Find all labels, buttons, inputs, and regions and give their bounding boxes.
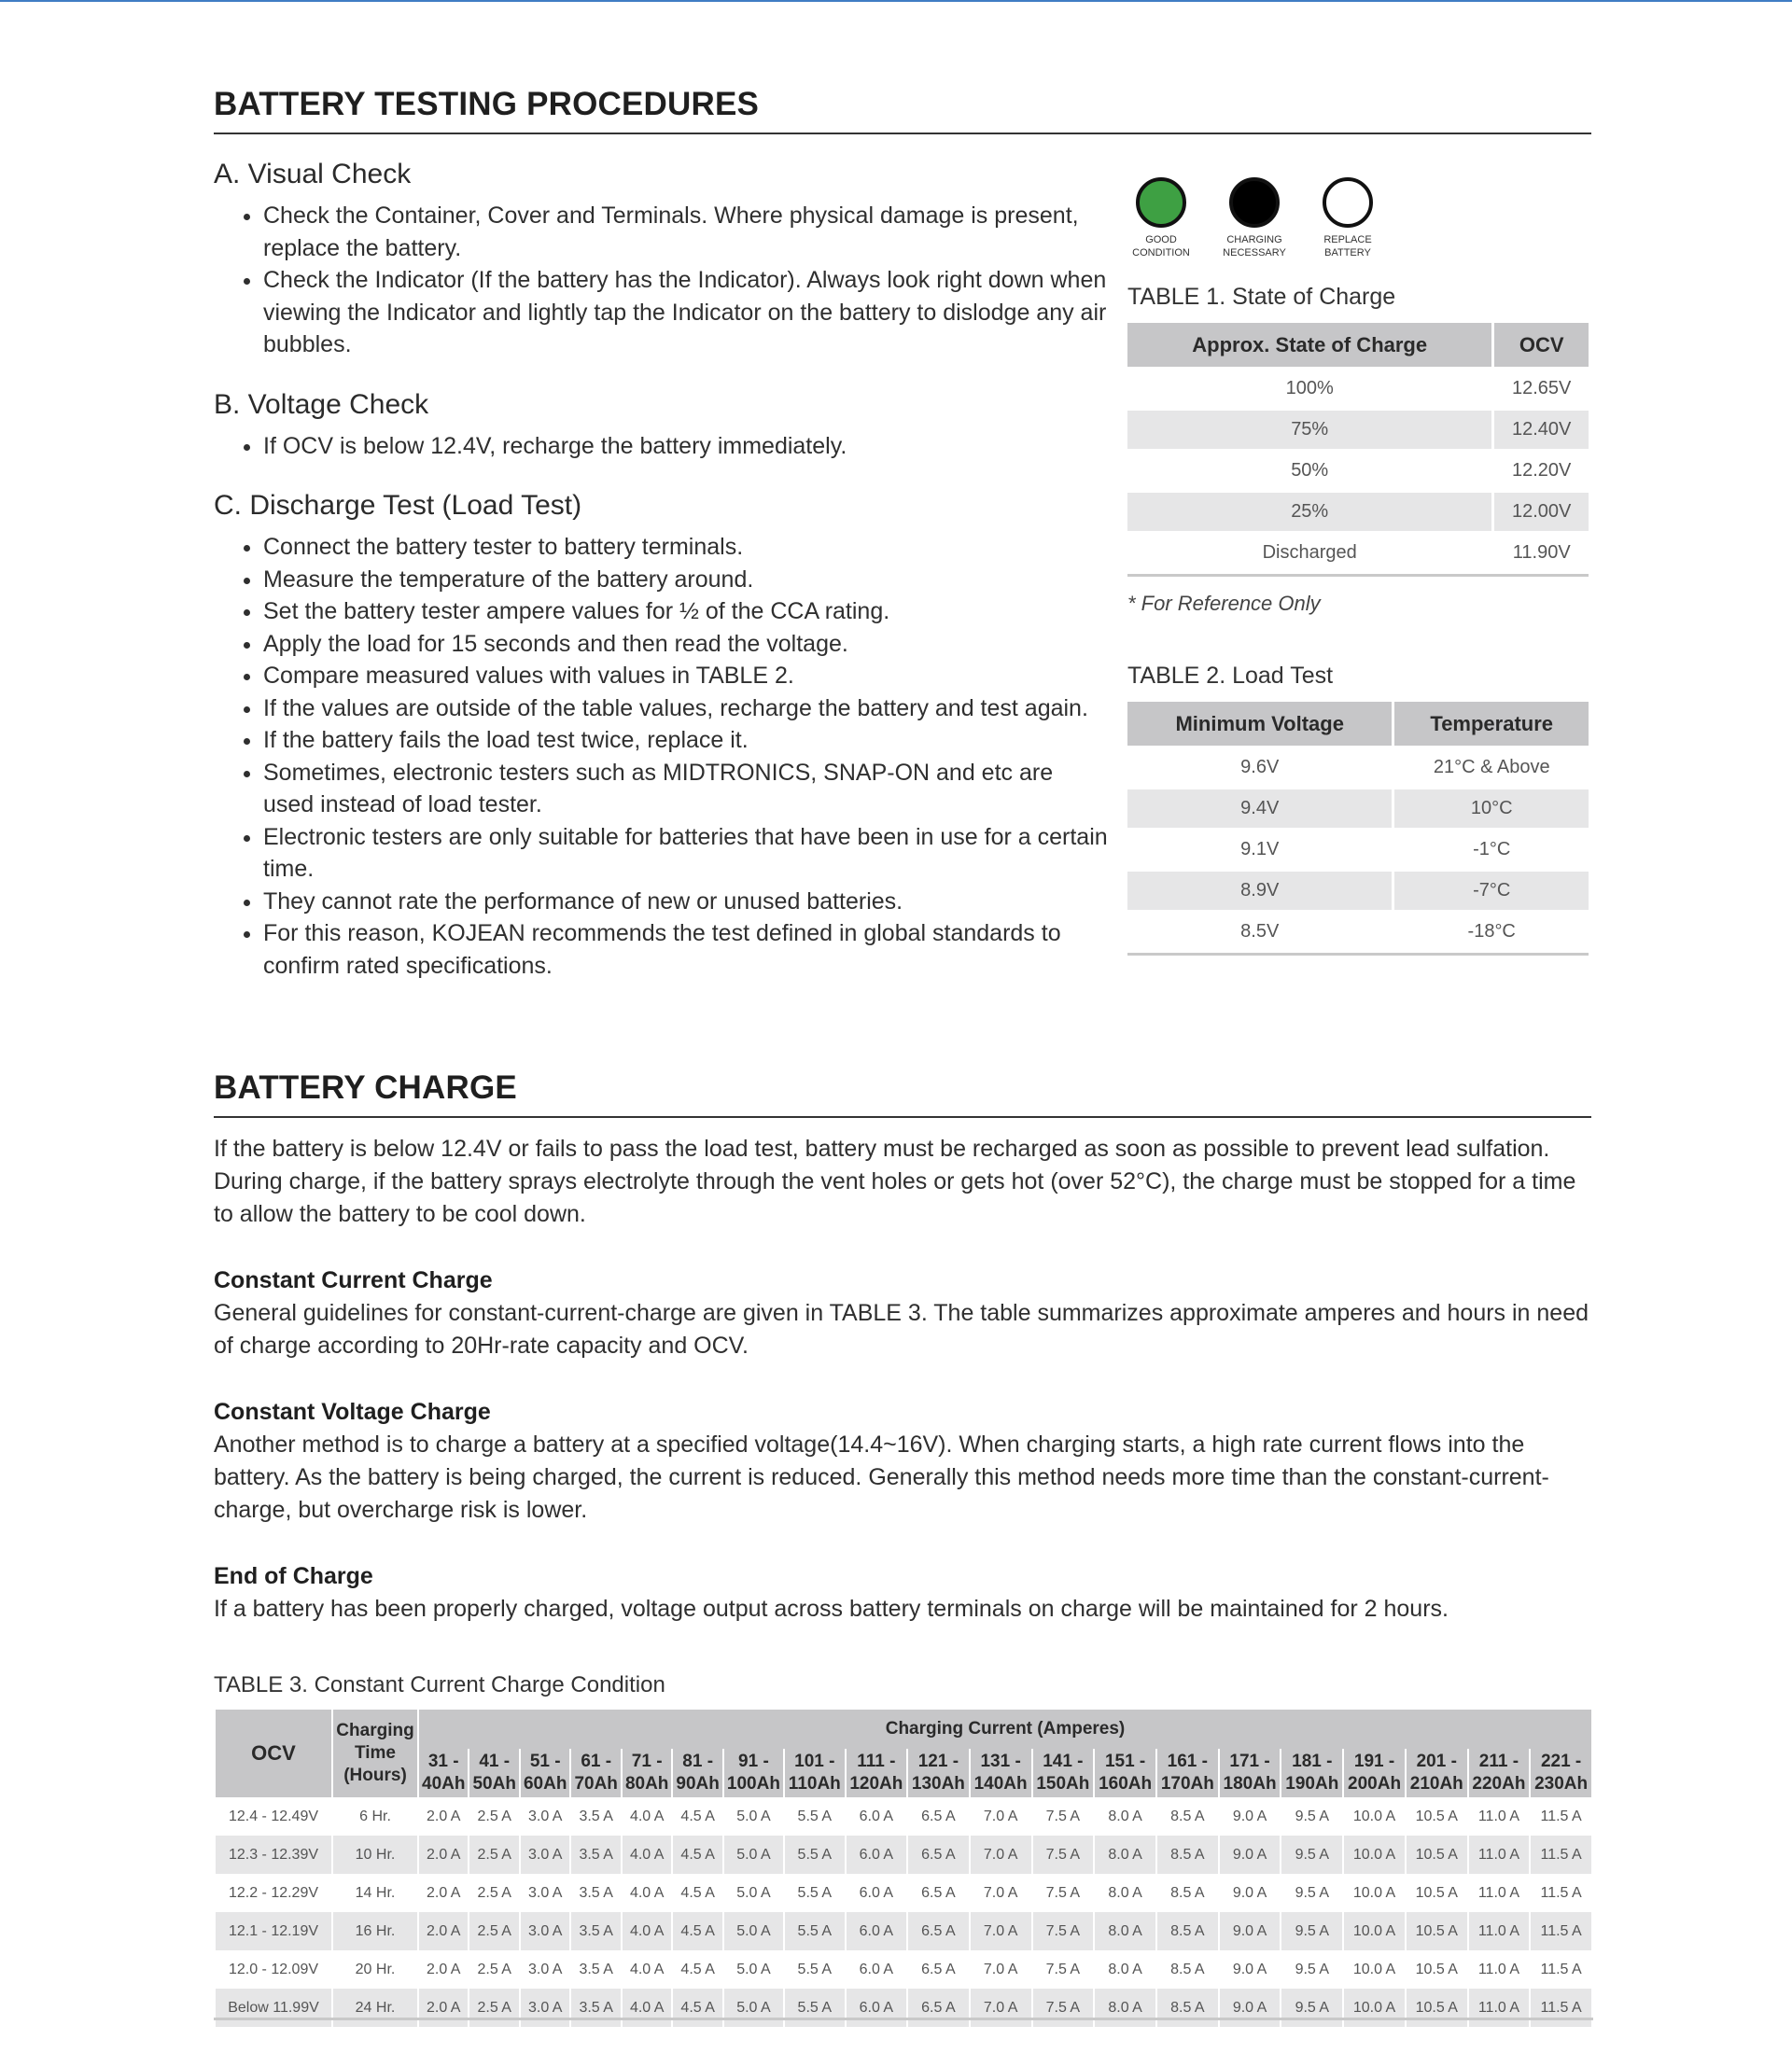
- current-cell: 4.0 A: [623, 1836, 671, 1874]
- current-cell: 5.0 A: [736, 1808, 771, 1824]
- current-cell: 8.0 A: [1095, 1989, 1155, 2027]
- table-cell: 8.5V: [1240, 921, 1280, 942]
- current-cell: 8.5 A: [1157, 1836, 1218, 1874]
- current-cell: 8.5 A: [1170, 1884, 1205, 1901]
- reference-tables: [1127, 177, 1589, 956]
- time-cell: 6 Hr.: [359, 1808, 391, 1824]
- current-cell: 6.0 A: [847, 1989, 906, 2027]
- capacity-header: 71 - 80Ah: [623, 1749, 671, 1797]
- current-cell: 10.5 A: [1415, 1808, 1458, 1824]
- table-header: Temperature: [1394, 702, 1589, 746]
- constant-voltage-heading: Constant Voltage Charge: [214, 1399, 491, 1425]
- current-cell: 5.5 A: [797, 1961, 833, 1977]
- ocv-cell: 12.0 - 12.09V: [228, 1961, 319, 1977]
- current-cell: 2.5 A: [477, 1961, 511, 1977]
- black-dot-icon: [1229, 177, 1280, 228]
- current-cell: 9.5 A: [1281, 1912, 1342, 1950]
- current-cell: 4.5 A: [673, 1912, 721, 1950]
- current-cell: 10.0 A: [1352, 1808, 1396, 1824]
- current-cell: 5.0 A: [724, 1989, 783, 2027]
- ocv-cell: 12.1 - 12.19V: [216, 1912, 331, 1950]
- current-cell: 8.0 A: [1095, 1912, 1155, 1950]
- current-cell: 8.5 A: [1157, 1912, 1218, 1950]
- current-cell: 11.5 A: [1531, 1912, 1591, 1950]
- current-cell: 2.0 A: [427, 1884, 461, 1901]
- indicator-label: REPLACE BATTERY: [1323, 234, 1372, 258]
- current-cell: 8.0 A: [1108, 1884, 1142, 1901]
- list-item: • Electronic testers are only suitable for batteries that have been in use for a certain time.: [263, 821, 1110, 886]
- current-cell: 6.0 A: [859, 1808, 894, 1824]
- current-cell: 5.0 A: [736, 1884, 771, 1901]
- current-cell: 6.5 A: [921, 1884, 956, 1901]
- current-cell: 7.5 A: [1033, 1989, 1094, 2027]
- current-cell: 6.5 A: [908, 1989, 969, 2027]
- constant-voltage-text: Another method is to charge a battery at a specified voltage(14.4~16V). When charging starts, a high rate current flows into the battery. As the battery is being charged, the current is reduced. Generally this method needs more time than the constant-current-charge, but overcharge risk is lower.: [214, 1432, 1549, 1523]
- current-cell: 4.0 A: [623, 1912, 671, 1950]
- table-row: [1127, 831, 1589, 869]
- ocv-header: OCV: [216, 1710, 331, 1797]
- section-title-charge: BATTERY CHARGE: [214, 1069, 1591, 1118]
- current-cell: 2.5 A: [469, 1989, 518, 2027]
- list-item: • Connect the battery tester to battery terminals.: [263, 531, 1110, 564]
- top-rule: [0, 0, 1792, 2]
- current-cell: 8.5 A: [1157, 1989, 1218, 2027]
- current-cell: 9.0 A: [1220, 1912, 1281, 1950]
- current-cell: 10.5 A: [1407, 1989, 1467, 2027]
- current-cell: 7.0 A: [983, 1884, 1018, 1901]
- table-header: Approx. State of Charge: [1127, 323, 1491, 367]
- current-cell: 6.0 A: [859, 1884, 894, 1901]
- current-cell: 2.0 A: [419, 1912, 468, 1950]
- capacity-header: 91 - 100Ah: [724, 1749, 783, 1797]
- current-cell: 9.0 A: [1232, 1884, 1267, 1901]
- current-cell: 4.0 A: [629, 1961, 665, 1977]
- white-dot-icon: [1323, 177, 1373, 228]
- list-item: • Compare measured values with values in TABLE 2.: [263, 660, 1110, 692]
- battery-charge-text: [214, 1133, 1595, 1659]
- time-cell: 24 Hr.: [333, 1989, 417, 2027]
- current-cell: 3.0 A: [521, 1989, 569, 2027]
- capacity-header: 51 - 60Ah: [521, 1749, 569, 1797]
- capacity-header: 141 - 150Ah: [1033, 1749, 1094, 1797]
- capacity-header: 131 - 140Ah: [971, 1749, 1031, 1797]
- reference-note: * For Reference Only: [1127, 592, 1321, 615]
- table1-caption: TABLE 1. State of Charge: [1127, 284, 1396, 310]
- current-cell: 3.5 A: [579, 1961, 613, 1977]
- current-cell: 4.0 A: [629, 1808, 665, 1824]
- table-row: [216, 1874, 1591, 1912]
- current-cell: 7.0 A: [971, 1989, 1031, 2027]
- capacity-header: 201 - 210Ah: [1407, 1749, 1467, 1797]
- indicator-label: CHARGING NECESSARY: [1223, 234, 1286, 258]
- capacity-header: 151 - 160Ah: [1095, 1749, 1155, 1797]
- table-cell: 9.4V: [1127, 789, 1392, 828]
- list-item: • If OCV is below 12.4V, recharge the battery immediately.: [263, 430, 1110, 463]
- visual-check-heading: A. Visual Check: [214, 159, 412, 189]
- current-cell: 3.5 A: [571, 1836, 620, 1874]
- current-cell: 6.0 A: [847, 1912, 906, 1950]
- charging-time-header: Charging Time (Hours): [333, 1710, 417, 1797]
- current-cell: 10.0 A: [1344, 1836, 1405, 1874]
- current-cell: 8.0 A: [1108, 1808, 1142, 1824]
- current-cell: 11.0 A: [1469, 1989, 1530, 2027]
- current-cell: 5.0 A: [724, 1836, 783, 1874]
- current-cell: 5.0 A: [724, 1912, 783, 1950]
- time-cell: 16 Hr.: [333, 1912, 417, 1950]
- current-cell: 11.0 A: [1477, 1884, 1520, 1901]
- capacity-header: 121 - 130Ah: [908, 1749, 969, 1797]
- table-row: [216, 1912, 1591, 1950]
- table-row: [216, 1797, 1591, 1836]
- table-row: [1127, 534, 1589, 572]
- time-cell: 20 Hr.: [355, 1961, 396, 1977]
- constant-current-heading: Constant Current Charge: [214, 1267, 493, 1293]
- current-cell: 3.5 A: [571, 1989, 620, 2027]
- voltage-check-heading: B. Voltage Check: [214, 388, 429, 420]
- current-cell: 2.5 A: [477, 1884, 511, 1901]
- table-cell: 100%: [1285, 378, 1334, 398]
- current-cell: 10.5 A: [1415, 1961, 1458, 1977]
- current-cell: 7.5 A: [1033, 1912, 1094, 1950]
- current-cell: 5.5 A: [797, 1884, 833, 1901]
- current-cell: 5.5 A: [785, 1989, 845, 2027]
- time-cell: 10 Hr.: [333, 1836, 417, 1874]
- end-of-charge-text: If a battery has been properly charged, voltage output across battery terminals on charge will be maintained for 2 hours.: [214, 1596, 1449, 1622]
- list-item: • For this reason, KOJEAN recommends the test defined in global standards to confirm rated specifications.: [263, 917, 1110, 982]
- current-cell: 10.5 A: [1407, 1836, 1467, 1874]
- end-of-charge-heading: End of Charge: [214, 1563, 373, 1589]
- current-cell: 2.5 A: [469, 1836, 518, 1874]
- current-cell: 10.0 A: [1344, 1912, 1405, 1950]
- current-cell: 7.0 A: [983, 1961, 1018, 1977]
- table3-caption: TABLE 3. Constant Current Charge Condition: [214, 1672, 665, 1697]
- table-cell: 75%: [1127, 411, 1491, 449]
- current-cell: 9.5 A: [1281, 1836, 1342, 1874]
- capacity-header-row: [216, 1749, 1591, 1797]
- current-cell: 10.0 A: [1352, 1884, 1396, 1901]
- capacity-header: 161 - 170Ah: [1157, 1749, 1218, 1797]
- current-cell: 9.0 A: [1232, 1808, 1267, 1824]
- ocv-cell: Below 11.99V: [216, 1989, 331, 2027]
- current-cell: 10.5 A: [1407, 1912, 1467, 1950]
- green-dot-icon: [1136, 177, 1186, 228]
- capacity-header: 101 - 110Ah: [785, 1749, 845, 1797]
- current-cell: 2.0 A: [419, 1989, 468, 2027]
- table-bottom-rule: [1127, 953, 1589, 956]
- current-cell: 3.0 A: [527, 1961, 563, 1977]
- current-cell: 7.0 A: [983, 1808, 1018, 1824]
- current-cell: 9.0 A: [1220, 1989, 1281, 2027]
- current-cell: 3.5 A: [579, 1808, 613, 1824]
- discharge-test-list: [214, 531, 1110, 982]
- current-cell: 11.0 A: [1477, 1961, 1520, 1977]
- table-cell: 9.1V: [1240, 839, 1280, 859]
- current-cell: 6.0 A: [859, 1961, 894, 1977]
- capacity-header: 171 - 180Ah: [1220, 1749, 1281, 1797]
- current-cell: 9.0 A: [1232, 1961, 1267, 1977]
- constant-current-text: General guidelines for constant-current-charge are given in TABLE 3. The table summarizes approximate amperes and hours in need of charge according to 20Hr-rate capacity and OCV.: [214, 1300, 1589, 1359]
- current-cell: 5.5 A: [785, 1836, 845, 1874]
- capacity-header: 31 - 40Ah: [419, 1749, 468, 1797]
- current-cell: 10.0 A: [1352, 1961, 1396, 1977]
- current-cell: 10.0 A: [1344, 1989, 1405, 2027]
- ocv-cell: 12.3 - 12.39V: [216, 1836, 331, 1874]
- capacity-header: 61 - 70Ah: [571, 1749, 620, 1797]
- table-cell: 50%: [1291, 460, 1329, 481]
- discharge-test-heading: C. Discharge Test (Load Test): [214, 490, 582, 521]
- testing-procedures: [214, 159, 1110, 1010]
- load-test-table: [1125, 699, 1591, 954]
- table-row: [216, 1989, 1591, 2027]
- table-cell: 12.65V: [1512, 378, 1572, 398]
- current-cell: 8.5 A: [1170, 1961, 1205, 1977]
- capacity-header: 191 - 200Ah: [1344, 1749, 1405, 1797]
- table-header: Minimum Voltage: [1127, 702, 1392, 746]
- voltage-check-list: [214, 430, 1110, 463]
- current-cell: 4.5 A: [680, 1884, 715, 1901]
- current-cell: 4.5 A: [673, 1836, 721, 1874]
- current-cell: 11.5 A: [1531, 1989, 1591, 2027]
- current-cell: 8.5 A: [1170, 1808, 1205, 1824]
- state-of-charge-table: [1125, 320, 1591, 575]
- table-cell: 12.00V: [1494, 493, 1589, 531]
- list-item: • If the values are outside of the table values, recharge the battery and test again.: [263, 692, 1110, 725]
- capacity-header: 81 - 90Ah: [673, 1749, 721, 1797]
- table-row: [216, 1836, 1591, 1874]
- charge-intro: If the battery is below 12.4V or fails to pass the load test, battery must be recharged as soon as possible to prevent lead sulfation. During charge, if the battery sprays electrolyte through the vent holes or gets hot (over 52°C), the charge must be stopped for a time to allow the battery to be cool down.: [214, 1136, 1576, 1227]
- current-cell: 4.5 A: [680, 1961, 715, 1977]
- table-row: [1127, 748, 1589, 787]
- table-row: [1127, 370, 1589, 408]
- current-cell: 6.5 A: [921, 1808, 956, 1824]
- current-cell: 4.5 A: [680, 1808, 715, 1824]
- current-cell: 2.0 A: [427, 1961, 461, 1977]
- constant-current-table: [214, 1710, 1593, 2027]
- capacity-header: 221 - 230Ah: [1531, 1749, 1591, 1797]
- table-cell: 11.90V: [1512, 542, 1571, 563]
- table-cell: 12.40V: [1494, 411, 1589, 449]
- current-cell: 6.0 A: [847, 1836, 906, 1874]
- current-cell: 11.5 A: [1540, 1884, 1582, 1901]
- current-cell: 11.5 A: [1531, 1836, 1591, 1874]
- list-item: • Apply the load for 15 seconds and then read the voltage.: [263, 628, 1110, 661]
- table-cell: 12.20V: [1512, 460, 1572, 481]
- current-cell: 7.5 A: [1045, 1884, 1081, 1901]
- current-cell: 2.0 A: [427, 1808, 461, 1824]
- current-cell: 8.0 A: [1108, 1961, 1142, 1977]
- indicator-legend: [1132, 177, 1589, 259]
- current-cell: 2.5 A: [477, 1808, 511, 1824]
- capacity-header: 211 - 220Ah: [1469, 1749, 1530, 1797]
- table-cell: 10°C: [1394, 789, 1589, 828]
- current-cell: 3.0 A: [527, 1808, 563, 1824]
- table-row: [1127, 789, 1589, 828]
- current-cell: 6.5 A: [908, 1912, 969, 1950]
- list-item: • Measure the temperature of the battery around.: [263, 564, 1110, 596]
- table-cell: -18°C: [1467, 921, 1516, 942]
- current-cell: 2.5 A: [469, 1912, 518, 1950]
- list-item: • Check the Container, Cover and Terminals. Where physical damage is present, replace the battery.: [263, 200, 1110, 264]
- list-item: • They cannot rate the performance of new or unused batteries.: [263, 886, 1110, 918]
- table-row: [216, 1950, 1591, 1989]
- current-cell: 3.5 A: [571, 1912, 620, 1950]
- current-cell: 9.0 A: [1220, 1836, 1281, 1874]
- indicator-label: GOOD CONDITION: [1132, 234, 1190, 258]
- current-cell: 4.0 A: [629, 1884, 665, 1901]
- time-cell: 14 Hr.: [355, 1884, 396, 1901]
- current-cell: 9.5 A: [1295, 1884, 1330, 1901]
- current-cell: 7.0 A: [971, 1912, 1031, 1950]
- ocv-cell: 12.2 - 12.29V: [228, 1884, 319, 1901]
- current-cell: 7.5 A: [1045, 1961, 1081, 1977]
- visual-check-list: [214, 200, 1110, 361]
- current-cell: 3.0 A: [521, 1836, 569, 1874]
- charging-current-header: Charging Current (Amperes): [419, 1710, 1591, 1749]
- current-cell: 5.5 A: [785, 1912, 845, 1950]
- current-cell: 7.0 A: [971, 1836, 1031, 1874]
- current-cell: 2.0 A: [419, 1836, 468, 1874]
- current-cell: 4.5 A: [673, 1989, 721, 2027]
- current-cell: 11.5 A: [1540, 1808, 1582, 1824]
- table-row: [1127, 913, 1589, 951]
- current-cell: 9.5 A: [1295, 1808, 1330, 1824]
- table-cell: 21°C & Above: [1433, 757, 1550, 777]
- table-header: OCV: [1494, 323, 1589, 367]
- table-row: [1127, 452, 1589, 490]
- current-cell: 6.5 A: [921, 1961, 956, 1977]
- list-item: • Sometimes, electronic testers such as MIDTRONICS, SNAP-ON and etc are used instead of load tester.: [263, 757, 1110, 821]
- current-cell: 11.0 A: [1469, 1836, 1530, 1874]
- table-cell: 9.6V: [1240, 757, 1280, 777]
- list-item: • Check the Indicator (If the battery has the Indicator). Always look right down when viewing the Indicator and lightly tap the Indicator on the battery to dislodge any air bubbles.: [263, 264, 1110, 361]
- current-cell: 9.5 A: [1281, 1989, 1342, 2027]
- table-cell: -7°C: [1394, 872, 1589, 910]
- current-cell: 10.5 A: [1415, 1884, 1458, 1901]
- table-row: [1127, 872, 1589, 910]
- indicator-good: [1132, 177, 1190, 259]
- table-cell: 8.9V: [1127, 872, 1392, 910]
- current-cell: 3.5 A: [579, 1884, 613, 1901]
- current-cell: 5.0 A: [736, 1961, 771, 1977]
- indicator-charging: [1223, 177, 1286, 259]
- current-cell: 11.5 A: [1540, 1961, 1582, 1977]
- table-cell: Discharged: [1262, 542, 1357, 563]
- current-cell: 9.5 A: [1295, 1961, 1330, 1977]
- table-bottom-rule: [214, 2018, 1593, 2020]
- table-bottom-rule: [1127, 574, 1589, 577]
- capacity-header: 181 - 190Ah: [1281, 1749, 1342, 1797]
- current-cell: 4.0 A: [623, 1989, 671, 2027]
- table-cell: 25%: [1127, 493, 1491, 531]
- capacity-header: 41 - 50Ah: [469, 1749, 518, 1797]
- current-cell: 3.0 A: [521, 1912, 569, 1950]
- capacity-header: 111 - 120Ah: [847, 1749, 906, 1797]
- section-title-testing: BATTERY TESTING PROCEDURES: [214, 86, 1591, 134]
- current-cell: 7.5 A: [1045, 1808, 1081, 1824]
- current-cell: 11.0 A: [1469, 1912, 1530, 1950]
- current-cell: 6.5 A: [908, 1836, 969, 1874]
- ocv-cell: 12.4 - 12.49V: [228, 1808, 319, 1824]
- current-cell: 11.0 A: [1477, 1808, 1520, 1824]
- list-item: • Set the battery tester ampere values for ½ of the CCA rating.: [263, 595, 1110, 628]
- table-row: [1127, 411, 1589, 449]
- current-cell: 8.0 A: [1095, 1836, 1155, 1874]
- table-row: [1127, 493, 1589, 531]
- table-cell: -1°C: [1473, 839, 1511, 859]
- current-cell: 7.5 A: [1033, 1836, 1094, 1874]
- list-item: • If the battery fails the load test twice, replace it.: [263, 724, 1110, 757]
- indicator-replace: [1323, 177, 1372, 259]
- table2-caption: TABLE 2. Load Test: [1127, 663, 1334, 689]
- current-cell: 5.5 A: [797, 1808, 833, 1824]
- current-cell: 3.0 A: [527, 1884, 563, 1901]
